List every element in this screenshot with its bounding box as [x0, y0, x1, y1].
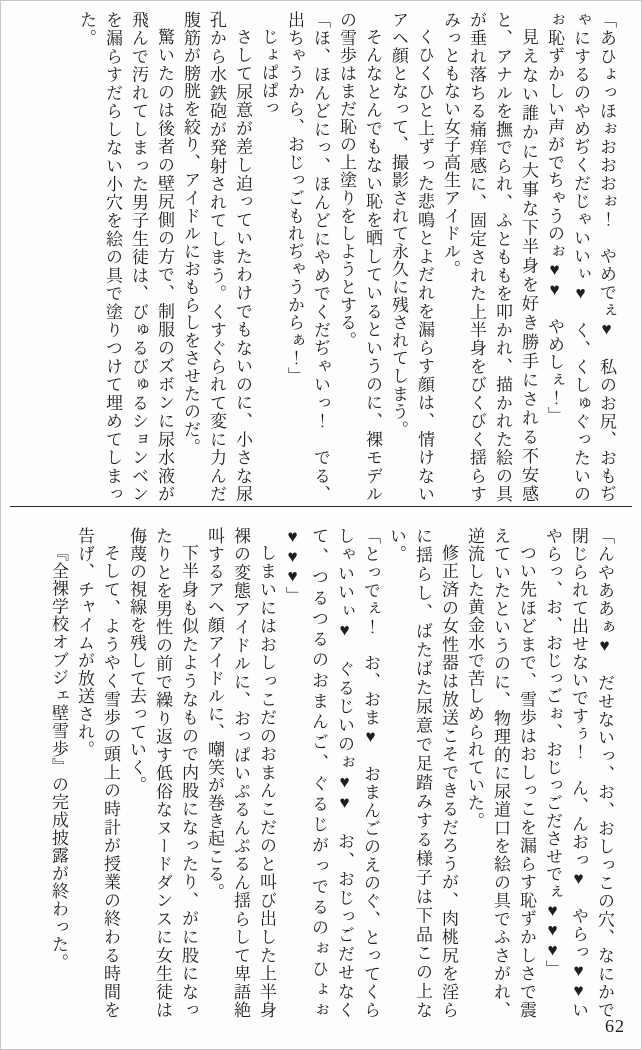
paragraph: 「んやああぁ♥ だせないっ、お、おしっこの穴、なにかで閉じられて出せないですぅ！ ん、んおっ♥ やらっ♥♥いやらっ、お、おじっごぉ、おじっごださせでぇ♥♥♥」 [543, 527, 614, 1019]
paragraph: じょぱぱっ [259, 28, 278, 117]
paragraph: 修正済の女性器は放送こそできるだろうが、肉桃尻を淫らに揺らし、ばたばた尿意で足踏みする様子は下品この上ない。 [387, 527, 458, 1019]
page-number: 62 [605, 1016, 625, 1036]
paragraph: しまいにはおしっこだのおまんこだのと叫び出した上半身裸の変態アイドルに、おっぱいぷるんぷるん揺らして卑語絶叫するアヘ顔アイドルに、嘲笑が巻き起こる。 [205, 527, 276, 1019]
paragraph: つい先ほどまで、雪歩はおしっこを漏らす恥ずかしさで震えていたというのに、物理的に尿道口を絵の具でふさがれ、逆流した黄金水で苦しめられていた。 [465, 527, 536, 1019]
paragraph: さして尿意が差し迫っていたわけでもないのに、小さな尿孔から水鉄砲が発射されてしまう。くすぐられて変に力んだ腹筋が膀胱を絞り、アイドルにおもらしをさせたのだ。 [181, 11, 252, 503]
section-divider [10, 506, 632, 507]
paragraph: 見えない誰かに大事な下半身を好き勝手にされる不安感と、アナルを撫でられ、ふとももを叩かれ、描かれた絵の具が垂れ落ちる痛痒感に、固定された上半身をびくびく揺らすみっともない女子高生アイドル。 [441, 11, 538, 503]
paragraph: 下半身も似たようなもので内股になったり、がに股になったりとを男性の前で繰り返す低俗なヌードダンスに女生徒は侮蔑の視線を残して去っていく。 [127, 527, 198, 1019]
paragraph: 「とっでぇ！ お、おま♥ おまんごのえのぐ、とってくらしゃいいぃ♥ ぐるじいのぉ♥♥ お、おじっごだせなくて、つるつるのおまんご、ぐるじがっでるのぉひょぉ♥♥♥」 [283, 527, 380, 1019]
paragraph: 「あひょっほぉおおおぉ！ やめでぇ♥ 私のお尻、おもぢゃにするのやめぢくだじゃいいぃ♥ く、くしゅぐったいのぉ恥ずかしい声がでちゃうのぉ♥♥ やめしぇ！」 [545, 11, 616, 503]
paragraph: 『全裸学校オブジェ壁雪歩』の完成披露が終わった。 [49, 544, 68, 972]
paragraph: そして、ようやく雪歩の頭上の時計が授業の終わる時間を告げ、チャイムが放送され。 [75, 527, 120, 1019]
top-text-section [15, 11, 619, 503]
paragraph: 驚いたのは後者の壁尻側の方で、制服のズボンに尿水液が飛んで汚れてしまった男子生徒は、びゅるびゅるションベンを漏らすだらしない小穴を絵の具で塗りつけて埋めてしまった。 [77, 11, 174, 503]
paragraph: くひくひと上ずった悲鳴とよだれを漏らす顔は、情けないアヘ顔となって、撮影されて永久に残されてしまう。 [389, 11, 434, 503]
bottom-text-section [15, 527, 617, 1019]
paragraph: そんなとんでもない恥を晒しているというのに、裸モデルの雪歩はまだ恥の上塗りをしようとする。 [337, 11, 382, 503]
paragraph: 「ほ、ほんどにっ、ほんどにやめでくだぢゃいっ！ でる、出ちゃうから、おじっごもれぢゃうからぁ！」 [285, 11, 330, 503]
